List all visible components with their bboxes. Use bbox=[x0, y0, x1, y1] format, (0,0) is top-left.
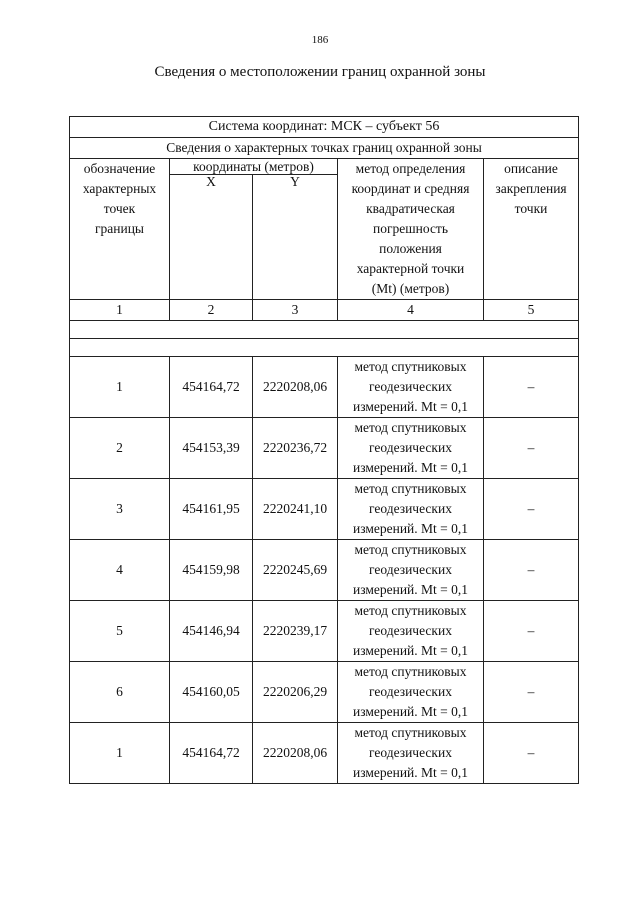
coord-y: 2220208,06 bbox=[253, 723, 338, 784]
table-row bbox=[70, 357, 579, 418]
coord-x: 454164,72 bbox=[170, 357, 253, 418]
table-row bbox=[70, 662, 579, 723]
document-title: Сведения о местоположении границ охранной зоны bbox=[154, 64, 486, 80]
spacer-row bbox=[70, 339, 579, 357]
point-id: 1 bbox=[70, 723, 170, 784]
description: – bbox=[484, 601, 579, 662]
point-id: 5 bbox=[70, 601, 170, 662]
coordinate-system-title: Система координат: МСК – субъект 56 bbox=[70, 117, 579, 138]
method: метод спутниковых геодезических измерений. Mt = 0,1 bbox=[338, 357, 484, 418]
header-designation: обозначение характерных точек границы bbox=[70, 159, 170, 300]
column-number: 5 bbox=[484, 300, 579, 321]
header-method: метод определения координат и средняя квадратическая погрешность положения характерной точки (Mt) (метров) bbox=[338, 159, 484, 300]
table-row bbox=[70, 479, 579, 540]
description: – bbox=[484, 540, 579, 601]
coord-x: 454146,94 bbox=[170, 601, 253, 662]
point-id: 3 bbox=[70, 479, 170, 540]
coord-x: 454153,39 bbox=[170, 418, 253, 479]
point-id: 4 bbox=[70, 540, 170, 601]
coord-y: 2220236,72 bbox=[253, 418, 338, 479]
method: метод спутниковых геодезических измерений. Mt = 0,1 bbox=[338, 540, 484, 601]
header-x: X bbox=[170, 175, 253, 300]
method: метод спутниковых геодезических измерений. Mt = 0,1 bbox=[338, 601, 484, 662]
column-number: 4 bbox=[338, 300, 484, 321]
spacer-row bbox=[70, 321, 579, 339]
column-number: 3 bbox=[253, 300, 338, 321]
point-id: 6 bbox=[70, 662, 170, 723]
description: – bbox=[484, 357, 579, 418]
table-row bbox=[70, 601, 579, 662]
column-number: 2 bbox=[170, 300, 253, 321]
method: метод спутниковых геодезических измерений. Mt = 0,1 bbox=[338, 479, 484, 540]
header-coordinates: координаты (метров) bbox=[170, 159, 338, 175]
header-description: описание закрепления точки bbox=[484, 159, 579, 300]
description: – bbox=[484, 418, 579, 479]
coord-y: 2220245,69 bbox=[253, 540, 338, 601]
coord-x: 454159,98 bbox=[170, 540, 253, 601]
method: метод спутниковых геодезических измерений. Mt = 0,1 bbox=[338, 418, 484, 479]
coord-y: 2220239,17 bbox=[253, 601, 338, 662]
method: метод спутниковых геодезических измерений. Mt = 0,1 bbox=[338, 723, 484, 784]
description: – bbox=[484, 479, 579, 540]
coord-x: 454161,95 bbox=[170, 479, 253, 540]
table-row bbox=[70, 418, 579, 479]
coord-y: 2220206,29 bbox=[253, 662, 338, 723]
header-y: Y bbox=[253, 175, 338, 300]
page-number: 186 bbox=[311, 34, 329, 46]
coord-x: 454160,05 bbox=[170, 662, 253, 723]
method: метод спутниковых геодезических измерений. Mt = 0,1 bbox=[338, 662, 484, 723]
boundary-points-table bbox=[69, 116, 579, 784]
description: – bbox=[484, 662, 579, 723]
coord-y: 2220208,06 bbox=[253, 357, 338, 418]
column-number: 1 bbox=[70, 300, 170, 321]
table-row bbox=[70, 540, 579, 601]
point-id: 2 bbox=[70, 418, 170, 479]
table-subtitle: Сведения о характерных точках границ охранной зоны bbox=[70, 138, 579, 159]
point-id: 1 bbox=[70, 357, 170, 418]
description: – bbox=[484, 723, 579, 784]
table-row bbox=[70, 723, 579, 784]
coord-x: 454164,72 bbox=[170, 723, 253, 784]
coord-y: 2220241,10 bbox=[253, 479, 338, 540]
